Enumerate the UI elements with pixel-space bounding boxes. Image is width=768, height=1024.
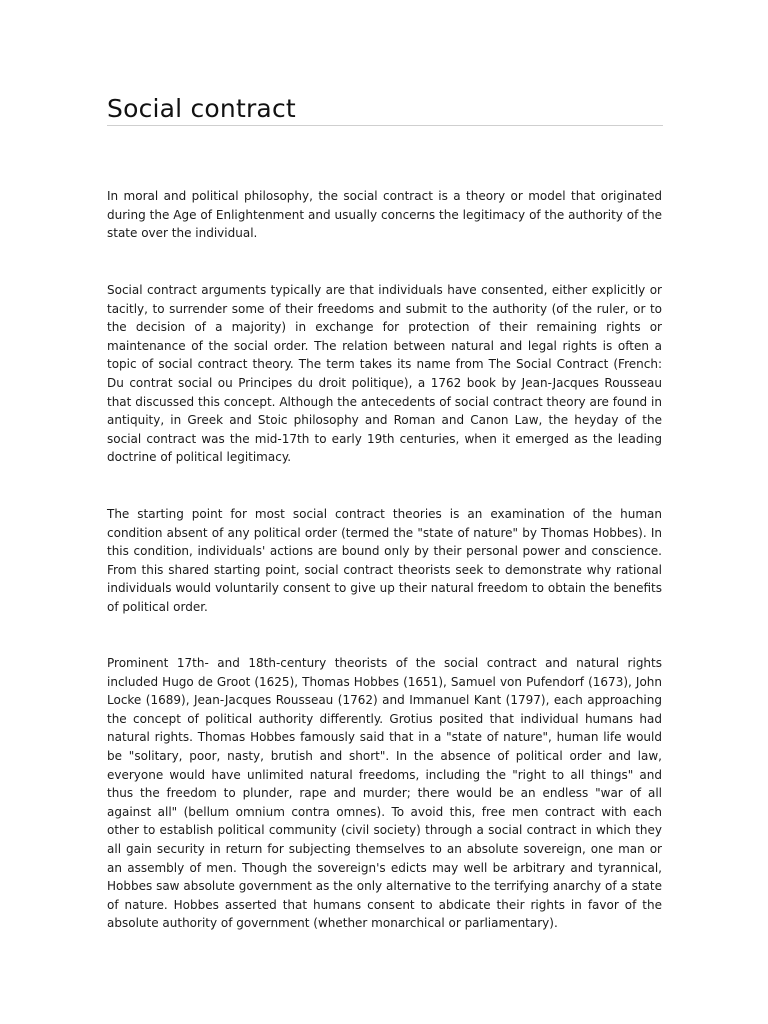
paragraph-theorists: Prominent 17th- and 18th-century theorists of the social contract and natural rights included Hugo de Groot (1625), Thomas Hobbes (1651), Samuel von Pufendorf (1673), John Locke (1689), Jean-Jacques Rousseau (1762) and Immanuel Kant (1797), each approaching the concept of political authority differently. Grotius posited that individual humans had natural rights. Thomas Hobbes famously said that in a "state of nature", human life would be "solitary, poor, nasty, brutish and short". In the absence of political order and law, everyone would have unlimited natural freedoms, including the "right to all things" and thus the freedom to plunder, rape and murder; there would be an endless "war of all against all" (bellum omnium contra omnes). To avoid this, free men contract with each other to establish political community (civil society) through a social contract in which they all gain security in return for subjecting themselves to an absolute sovereign, one man or an assembly of men. Though the sovereign's edicts may well be arbitrary and tyrannical, Hobbes saw absolute government as the only alternative to the terrifying anarchy of a state of nature. Hobbes asserted that humans consent to abdicate their rights in favor of the absolute authority of government (whether monarchical or parliamentary).: [107, 656, 662, 931]
title-divider: [107, 125, 663, 126]
paragraph-arguments: Social contract arguments typically are that individuals have consented, either explicitly or tacitly, to surrender some of their freedoms and submit to the authority (of the ruler, or to the decision of a majority) in exchange for protection of their remaining rights or maintenance of the social order. The relation between natural and legal rights is often a topic of social contract theory. The term takes its name from The Social Contract (French: Du contrat social ou Principes du droit politique), a 1762 book by Jean-Jacques Rousseau that discussed this concept. Although the antecedents of social contract theory are found in antiquity, in Greek and Stoic philosophy and Roman and Canon Law, the heyday of the social contract was the mid-17th to early 19th centuries, when it emerged as the leading doctrine of political legitimacy.: [107, 283, 662, 465]
paragraph-starting-point: The starting point for most social contract theories is an examination of the human condition absent of any political order (termed the "state of nature" by Thomas Hobbes). In this condition, individuals' actions are bound only by their personal power and conscience. From this shared starting point, social contract theorists seek to demonstrate why rational individuals would voluntarily consent to give up their natural freedom to obtain the benefits of political order.: [107, 507, 662, 614]
document-title: Social contract: [107, 94, 296, 123]
paragraph-intro: In moral and political philosophy, the social contract is a theory or model that originated during the Age of Enlightenment and usually concerns the legitimacy of the authority of the state over the individual.: [107, 189, 662, 241]
document-page: [107, 0, 662, 931]
